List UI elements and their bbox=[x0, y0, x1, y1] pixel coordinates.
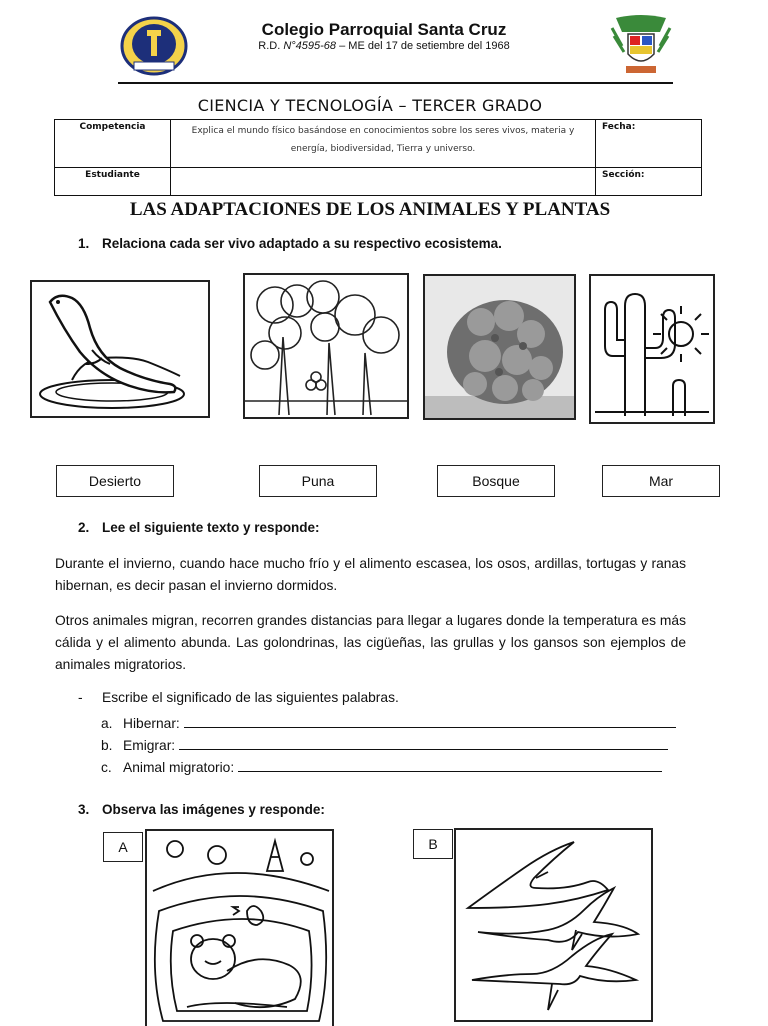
rd-suffix: – ME del 17 de setiembre del 1968 bbox=[339, 40, 510, 52]
instruction-text: Escribe el significado de las siguientes palabras. bbox=[102, 690, 399, 705]
seal-image[interactable] bbox=[30, 280, 210, 418]
option-puna[interactable]: Puna bbox=[259, 465, 377, 497]
answer-line-animal-migratorio[interactable] bbox=[238, 757, 662, 772]
school-name: Colegio Parroquial Santa Cruz bbox=[261, 20, 507, 39]
option-desierto[interactable]: Desierto bbox=[56, 465, 174, 497]
def-label-emigrar: Emigrar: bbox=[123, 738, 176, 753]
option-bosque[interactable]: Bosque bbox=[437, 465, 555, 497]
rd-number: N°4595-68 bbox=[283, 40, 337, 52]
answer-line-hibernar[interactable] bbox=[184, 713, 676, 728]
definition-animal-migratorio bbox=[101, 757, 662, 775]
forest-image[interactable] bbox=[243, 273, 409, 419]
question-2 bbox=[78, 520, 320, 535]
migrating-birds-icon bbox=[456, 830, 651, 1020]
question-3-text: Observa las imágenes y responde: bbox=[102, 802, 325, 817]
header-divider bbox=[118, 82, 673, 84]
answer-line-emigrar[interactable] bbox=[179, 735, 668, 750]
yareta-plant-icon bbox=[425, 276, 574, 418]
cactus-image[interactable] bbox=[589, 274, 715, 424]
bishop-coat-of-arms bbox=[610, 14, 672, 78]
definition-hibernar bbox=[101, 713, 676, 731]
question-2-text: Lee el siguiente texto y responde: bbox=[102, 520, 320, 535]
question-2-number: 2. bbox=[78, 520, 90, 535]
question-1-number: 1. bbox=[78, 236, 90, 251]
seccion-field[interactable]: Sección: bbox=[596, 168, 702, 196]
image-b-tag: B bbox=[413, 829, 453, 859]
def-letter-c: c. bbox=[101, 760, 112, 775]
yareta-image[interactable] bbox=[423, 274, 576, 420]
competencia-text: Explica el mundo físico basándose en conocimientos sobre los seres vivos, materia y energía, biodiversidad, Tierra y universo. bbox=[171, 120, 596, 168]
instruction-dash: - bbox=[78, 690, 83, 705]
estudiante-field[interactable] bbox=[171, 168, 596, 196]
question-1-text: Relaciona cada ser vivo adaptado a su respectivo ecosistema. bbox=[102, 236, 502, 251]
info-table bbox=[54, 119, 702, 196]
option-mar[interactable]: Mar bbox=[602, 465, 720, 497]
instruction-row bbox=[78, 690, 399, 705]
main-title: LAS ADAPTACIONES DE LOS ANIMALES Y PLANTAS bbox=[129, 199, 611, 220]
question-3 bbox=[78, 802, 325, 817]
seal-icon bbox=[32, 282, 208, 416]
estudiante-label: Estudiante bbox=[55, 168, 171, 196]
question-1 bbox=[78, 236, 502, 251]
def-label-animal-migratorio: Animal migratorio: bbox=[123, 760, 235, 775]
hibernating-bear-image[interactable] bbox=[145, 829, 334, 1026]
hibernating-bear-icon bbox=[147, 831, 332, 1026]
question-3-number: 3. bbox=[78, 802, 90, 817]
image-a-tag: A bbox=[103, 832, 143, 862]
competencia-label: Competencia bbox=[55, 120, 171, 168]
rd-prefix: R.D. bbox=[258, 40, 281, 52]
fecha-field[interactable]: Fecha: bbox=[596, 120, 702, 168]
document-title: CIENCIA Y TECNOLOGÍA – TERCER GRADO bbox=[197, 96, 543, 115]
def-letter-b: b. bbox=[101, 738, 113, 753]
paragraph-migration: Otros animales migran, recorren grandes distancias para llegar a lugares donde la temperatura es más cálida y el alimento abunda. Las golondrinas, las cigüeñas, las grullas y los gansos son ejemplos de animales migratorios. bbox=[55, 613, 686, 672]
forest-icon bbox=[245, 275, 407, 417]
paragraph-hibernation: Durante el invierno, cuando hace mucho frío y el alimento escasea, los osos, ardillas, tortugas y ranas hibernan, es decir pasan el invierno dormidos. bbox=[55, 556, 686, 593]
definition-emigrar bbox=[101, 735, 668, 753]
def-label-hibernar: Hibernar: bbox=[123, 716, 180, 731]
def-letter-a: a. bbox=[101, 716, 113, 731]
migrating-birds-image[interactable] bbox=[454, 828, 653, 1022]
cactus-icon bbox=[591, 276, 713, 422]
